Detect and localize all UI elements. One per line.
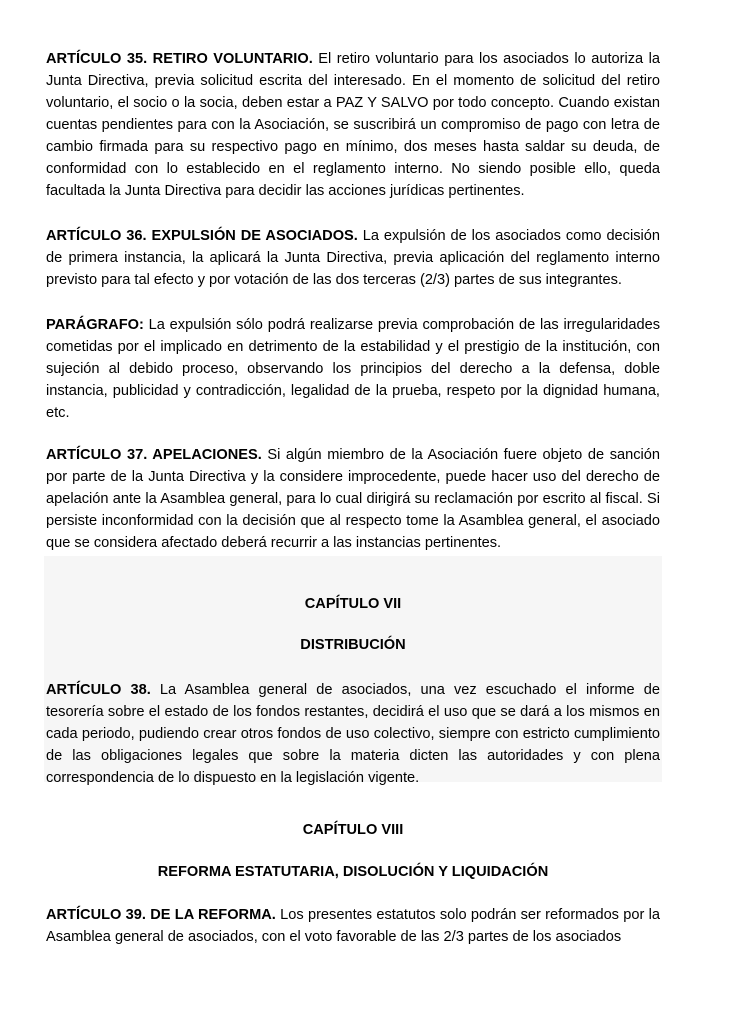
- article-39-title: ARTÍCULO 39. DE LA REFORMA.: [46, 907, 276, 923]
- article-37-body: Si algún miembro de la Asociación fuere objeto de sanción por parte de la Junta Directiva y la considere improcedente, puede hacer uso del derecho de apelación ante la Asamblea general, para lo cual dirigirá su reclamación por escrito al fiscal. Si persiste inconformidad con la decisión que al respecto tome la Asamblea general, el asociado que se considera afectado deberá recurrir a las instancias pertinentes.: [46, 447, 660, 551]
- article-36-paragraph: [46, 225, 660, 291]
- article-36-title: ARTÍCULO 36. EXPULSIÓN DE ASOCIADOS.: [46, 228, 358, 244]
- chapter-7-number: CAPÍTULO VII: [304, 596, 402, 612]
- chapter-8-name: REFORMA ESTATUTARIA, DISOLUCIÓN Y LIQUIDACIÓN: [157, 864, 549, 880]
- article-35-title: ARTÍCULO 35. RETIRO VOLUNTARIO.: [46, 51, 313, 67]
- article-37-title: ARTÍCULO 37. APELACIONES.: [46, 447, 262, 463]
- article-37: [46, 444, 660, 554]
- article-35: [46, 48, 660, 202]
- article-38-title: ARTÍCULO 38.: [46, 682, 151, 698]
- article-37-paragraph: [46, 444, 660, 554]
- article-39-body: Los presentes estatutos solo podrán ser reformados por la Asamblea general de asociados, con el voto favorable de las 2/3 partes de los asociados: [46, 907, 661, 945]
- article-38: [46, 679, 660, 789]
- paragrafo-body: La expulsión sólo podrá realizarse previa comprobación de las irregularidades cometidas por el implicado en detrimento de la estabilidad y el prestigio de la institución, con sujeción al debido proceso, observando los principios del derecho a la defensa, doble instancia, publicidad y contradicción, legalidad de la prueba, respeto por la dignidad humana, etc.: [46, 317, 660, 421]
- article-39-paragraph: [46, 904, 660, 948]
- paragrafo: [46, 314, 660, 424]
- paragrafo-paragraph: [46, 314, 660, 424]
- chapter-8-number: CAPÍTULO VIII: [302, 822, 404, 838]
- article-35-body: El retiro voluntario para los asociados lo autoriza la Junta Directiva, previa solicitud escrita del interesado. En el momento de solicitud del retiro voluntario, el socio o la socia, deben estar a PAZ Y SALVO por todo concepto. Cuando existan cuentas pendientes para con la Asociación, se suscribirá un compromiso de pago con letra de cambio firmada para su respectivo pago en mínimo, dos meses hasta saldar su deuda, de conformidad con lo establecido en el reglamento interno. No siendo posible ello, queda facultada la Junta Directiva para decidir las acciones jurídicas pertinentes.: [46, 51, 660, 199]
- chapter-7-name: DISTRIBUCIÓN: [300, 637, 406, 653]
- article-38-paragraph: [46, 679, 660, 789]
- article-38-body: La Asamblea general de asociados, una vez escuchado el informe de tesorería sobre el estado de los fondos restantes, decidirá el uso que se dará a los mismos en cada periodo, pudiendo crear otros fondos de uso colectivo, siempre con estricto cumplimiento de las obligaciones legales que sobre la materia dicten las autoridades y con plena correspondencia de lo dispuesto en la legislación vigente.: [46, 682, 660, 786]
- article-39: [46, 904, 660, 948]
- paragrafo-title: PARÁGRAFO:: [46, 317, 144, 333]
- article-36-body: La expulsión de los asociados como decisión de primera instancia, la aplicará la Junta Directiva, previa aplicación del reglamento interno previsto para tal efecto y por votación de las dos terceras (2/3) partes de sus integrantes.: [46, 228, 660, 288]
- article-35-paragraph: [46, 48, 660, 202]
- article-36: [46, 225, 660, 291]
